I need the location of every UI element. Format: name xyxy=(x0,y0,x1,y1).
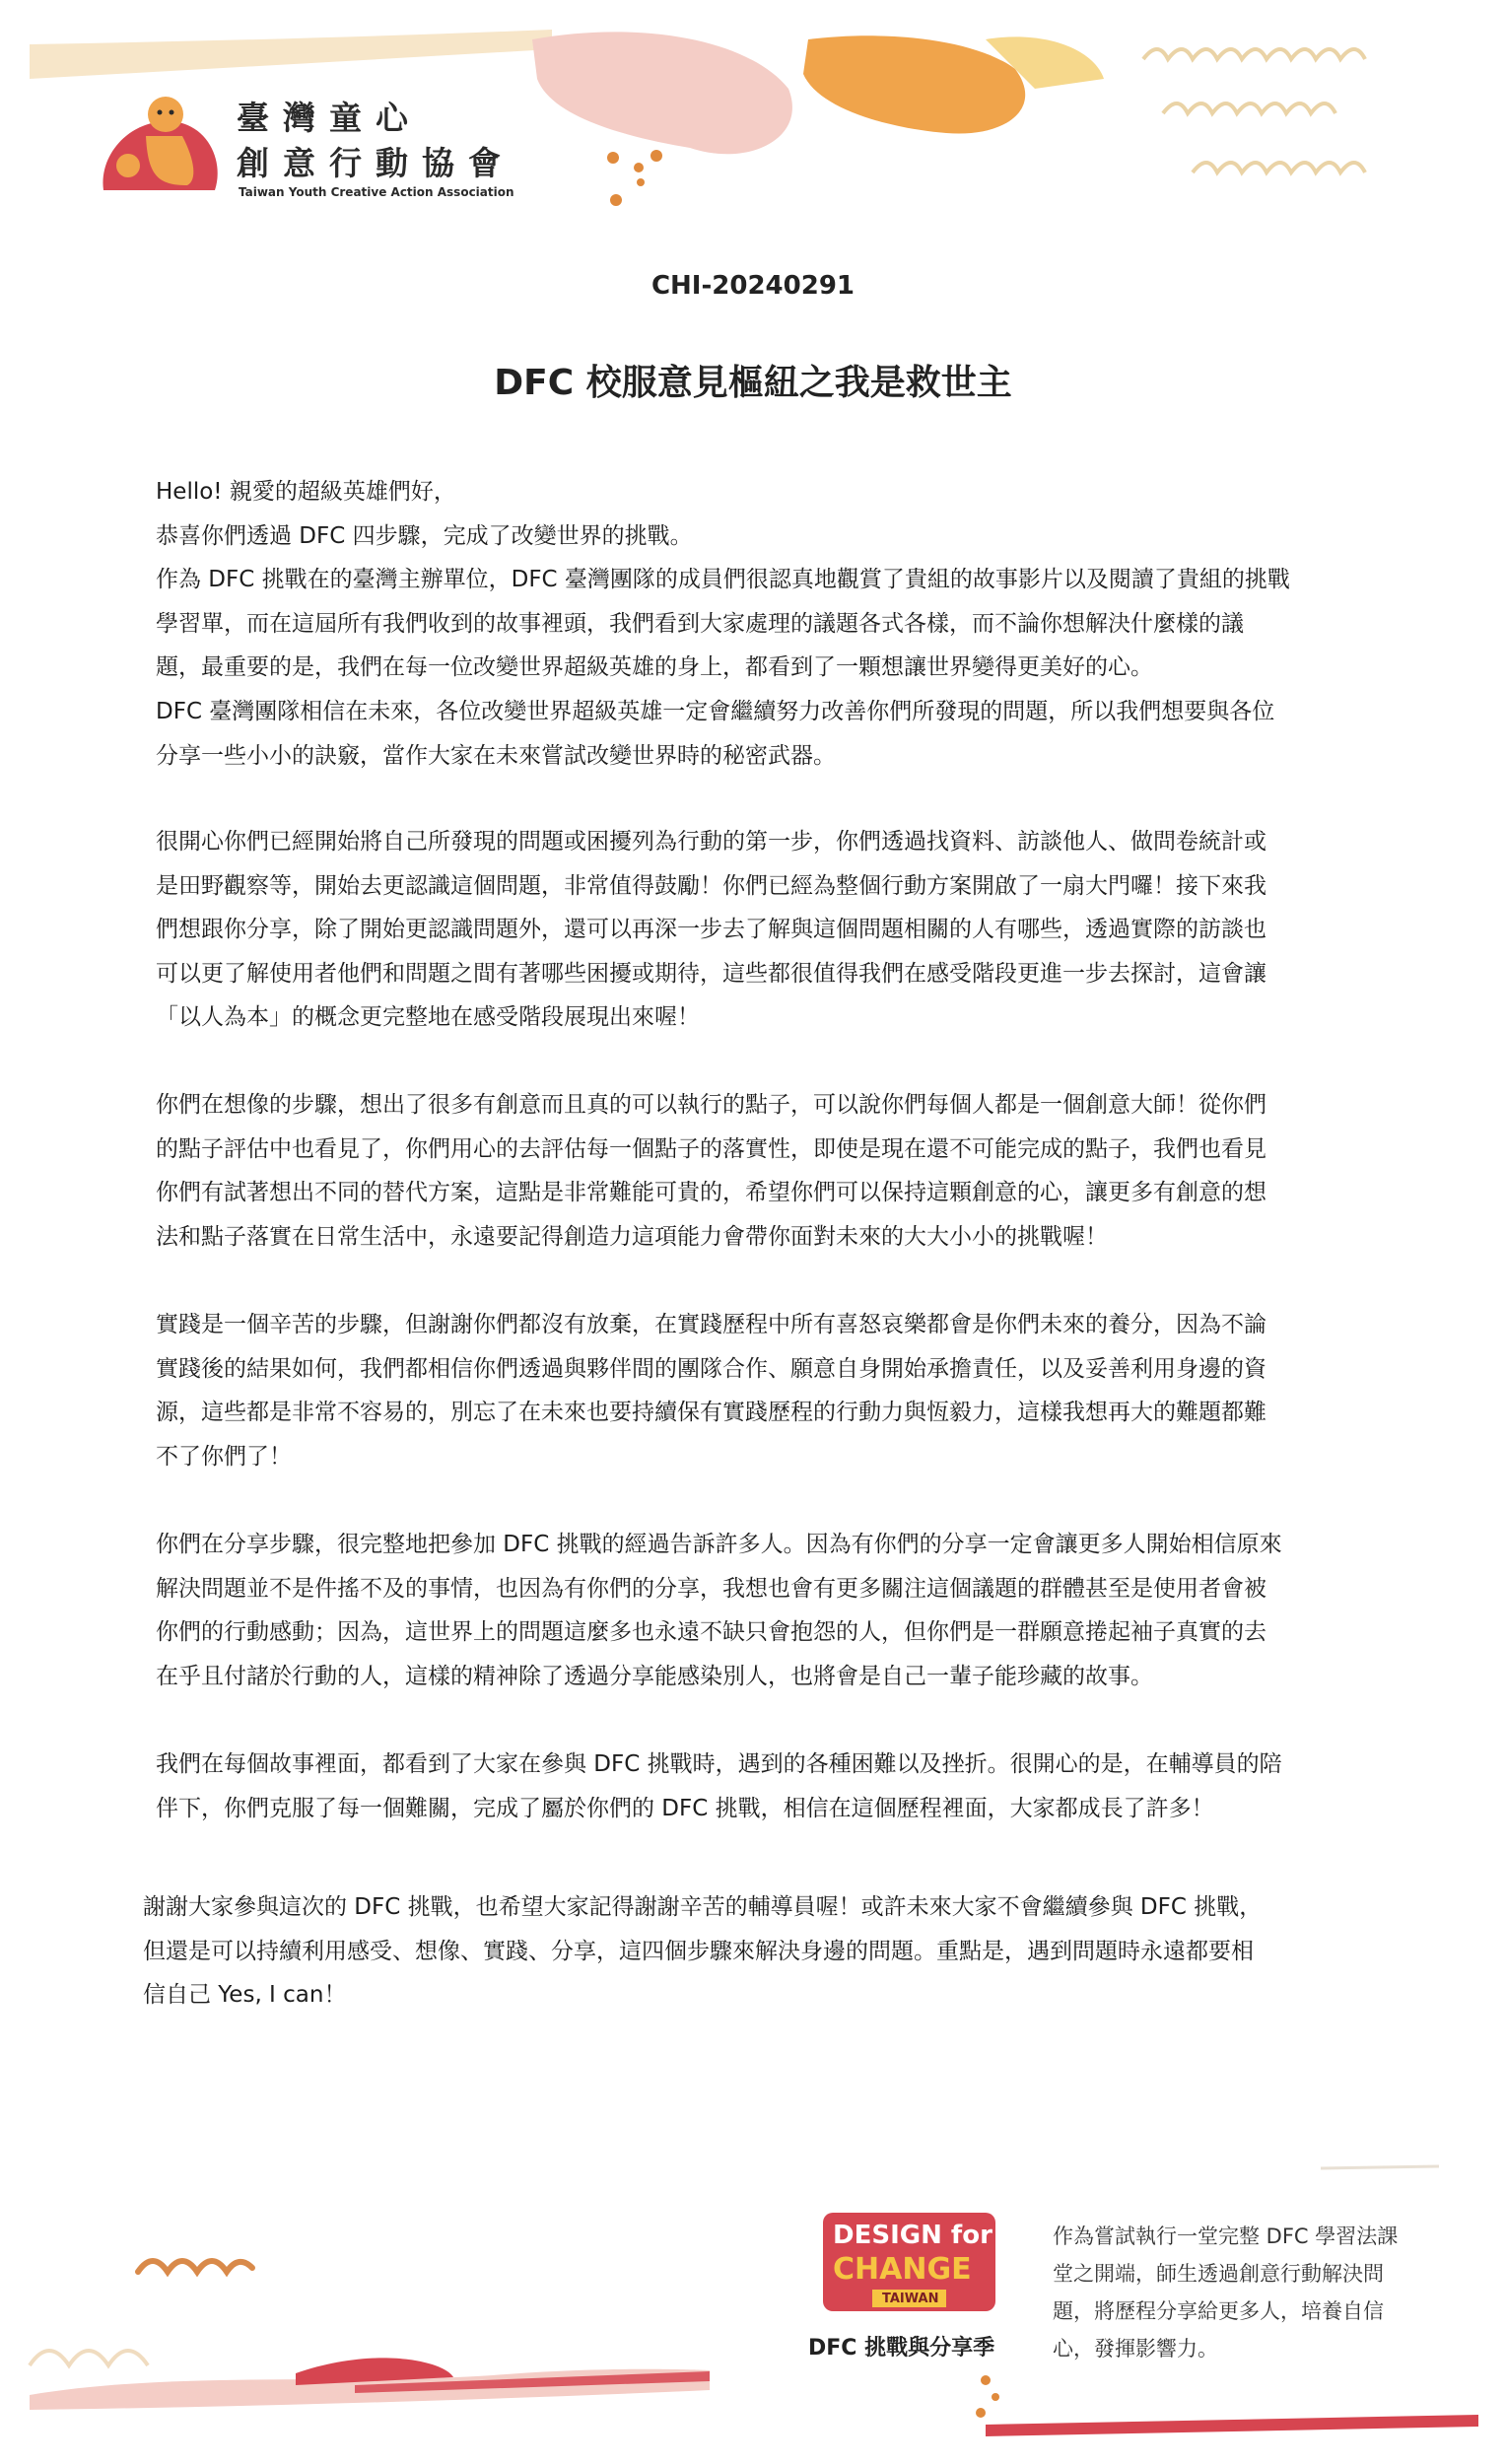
text-line: 在乎且付諸於行動的人，這樣的精神除了透過分享能感染別人，也將會是自己一輩子能珍藏的故事。 xyxy=(156,1663,1153,1689)
text-line: 解決問題並不是件搖不及的事情，也因為有你們的分享，我想也會有更多關注這個議題的群體甚至是使用者會被 xyxy=(156,1575,1266,1602)
text-line: 很開心你們已經開始將自己所發現的問題或困擾列為行動的第一步，你們透過找資料、訪談他人、做問卷統計或 xyxy=(156,829,1266,855)
dfc-logo-badge xyxy=(823,2213,995,2311)
text-line: 你們在分享步驟，很完整地把參加 DFC 挑戰的經過告訴許多人。因為有你們的分享一定會讓更多人開始相信原來 xyxy=(156,1532,1282,1557)
text-line: 你們的行動感動；因為，這世界上的問題這麼多也永遠不缺只會抱怨的人，但你們是一群願意捲起袖子真實的去 xyxy=(156,1619,1266,1646)
paragraph-greeting xyxy=(156,470,1368,778)
text-line: 作為 DFC 挑戰在的臺灣主辦單位，DFC 臺灣團隊的成員們很認真地觀賞了貴組的故事影片以及閱讀了貴組的挑戰 xyxy=(156,567,1290,593)
text-line: DFC 臺灣團隊相信在未來，各位改變世界超級英雄一定會繼續努力改善你們所發現的問題，所以我們想要與各位 xyxy=(156,698,1275,724)
text-line: 可以更了解使用者他們和問題之間有著哪些困擾或期待，這些都很值得我們在感受階段更進一步去探討，這會讓 xyxy=(156,960,1266,987)
text-line: 源，這些都是非常不容易的，別忘了在未來也要持續保有實踐歷程的行動力與恆毅力，這樣我想再大的難題都難 xyxy=(156,1400,1266,1426)
paragraph-do xyxy=(156,1303,1368,1478)
document-id: CHI-20240291 xyxy=(650,271,856,301)
text-line: 分享一些小小的訣竅，當作大家在未來嘗試改變世界時的秘密武器。 xyxy=(156,742,836,769)
dfc-badge-line1: DESIGN for xyxy=(833,2221,993,2250)
text-line: 謝謝大家參與這次的 DFC 挑戰，也希望大家記得謝謝辛苦的輔導員喔！或許未來大家不會繼續參與 DFC 挑戰， xyxy=(143,1894,1263,1920)
dfc-badge-line2: CHANGE xyxy=(833,2252,972,2287)
text-line: 作為嘗試執行一堂完整 DFC 學習法課 xyxy=(1053,2224,1399,2248)
text-line: 實踐後的結果如何，我們都相信你們透過與夥伴間的團隊合作、願意自身開始承擔責任，以及妥善利用身邊的資 xyxy=(156,1355,1266,1382)
text-line: 的點子評估中也看見了，你們用心的去評估每一個點子的落實性，即使是現在還不可能完成的點子，我們也看見 xyxy=(156,1135,1266,1162)
org-name-line2: 創意行動協會 xyxy=(237,144,514,182)
text-line: 實踐是一個辛苦的步驟，但謝謝你們都沒有放棄，在實踐歷程中所有喜怒哀樂都會是你們未來的養分，因為不論 xyxy=(156,1312,1266,1337)
dfc-caption: DFC 挑戰與分享季 xyxy=(808,2336,995,2361)
paragraph-story xyxy=(156,1743,1368,1830)
text-line: 你們在想像的步驟，想出了很多有創意而且真的可以執行的點子，可以說你們每個人都是一個創意大師！從你們 xyxy=(156,1092,1266,1118)
text-line: 法和點子落實在日常生活中，永遠要記得創造力這項能力會帶你面對未來的大大小小的挑戰喔！ xyxy=(156,1223,1108,1250)
text-line: 「以人為本」的概念更完整地在感受階段展現出來喔！ xyxy=(156,1004,700,1031)
paragraph-share xyxy=(156,1523,1368,1698)
text-line: 恭喜你們透過 DFC 四步驟，完成了改變世界的挑戰。 xyxy=(156,522,693,549)
document-title: DFC 校服意見樞紐之我是救世主 xyxy=(494,363,1012,403)
paragraph-feel xyxy=(156,820,1368,1040)
text-line: 心，發揮影響力。 xyxy=(1053,2337,1218,2361)
logo-mascot-icon xyxy=(99,87,227,205)
text-line: 信自己 Yes, I can！ xyxy=(143,1982,347,2009)
text-line: 們想跟你分享，除了開始更認識問題外，還可以再深一步去了解與這個問題相關的人有哪些，透過實際的訪談也 xyxy=(156,917,1266,943)
dfc-badge-line3: TAIWAN xyxy=(882,2292,939,2306)
paragraph-imagine xyxy=(156,1083,1368,1259)
text-line: 不了你們了！ xyxy=(156,1443,292,1470)
text-line: 是田野觀察等，開始去更認識這個問題，非常值得鼓勵！你們已經為整個行動方案開啟了一扇大門囉！接下來我 xyxy=(156,872,1266,899)
text-line: 我們在每個故事裡面，都看到了大家在參與 DFC 挑戰時，遇到的各種困難以及挫折。很開心的是，在輔導員的陪 xyxy=(156,1751,1282,1777)
org-name-en: Taiwan Youth Creative Action Association xyxy=(239,185,514,199)
paragraph-closing xyxy=(143,1885,1355,2018)
text-line: 你們有試著想出不同的替代方案，這點是非常難能可貴的，希望你們可以保持這顆創意的心，讓更多有創意的想 xyxy=(156,1180,1266,1206)
text-line: Hello! 親愛的超級英雄們好， xyxy=(156,479,456,505)
footer-note xyxy=(1053,2218,1437,2367)
org-name-line1: 臺灣童心 xyxy=(237,99,422,137)
text-line: 題，將歷程分享給更多人，培養自信 xyxy=(1053,2299,1384,2323)
text-line: 堂之開端，師生透過創意行動解決問 xyxy=(1053,2262,1384,2286)
text-line: 學習單，而在這屆所有我們收到的故事裡頭，我們看到大家處理的議題各式各樣，而不論你想解決什麼樣的議 xyxy=(156,610,1244,637)
text-line: 題，最重要的是，我們在每一位改變世界超級英雄的身上，都看到了一顆想讓世界變得更美好的心。 xyxy=(156,654,1153,681)
text-line: 但還是可以持續利用感受、想像、實踐、分享，這四個步驟來解決身邊的問題。重點是，遇到問題時永遠都要相 xyxy=(143,1938,1254,1964)
text-line: 伴下，你們克服了每一個難關，完成了屬於你們的 DFC 挑戰，相信在這個歷程裡面，大家都成長了許多！ xyxy=(156,1795,1214,1821)
